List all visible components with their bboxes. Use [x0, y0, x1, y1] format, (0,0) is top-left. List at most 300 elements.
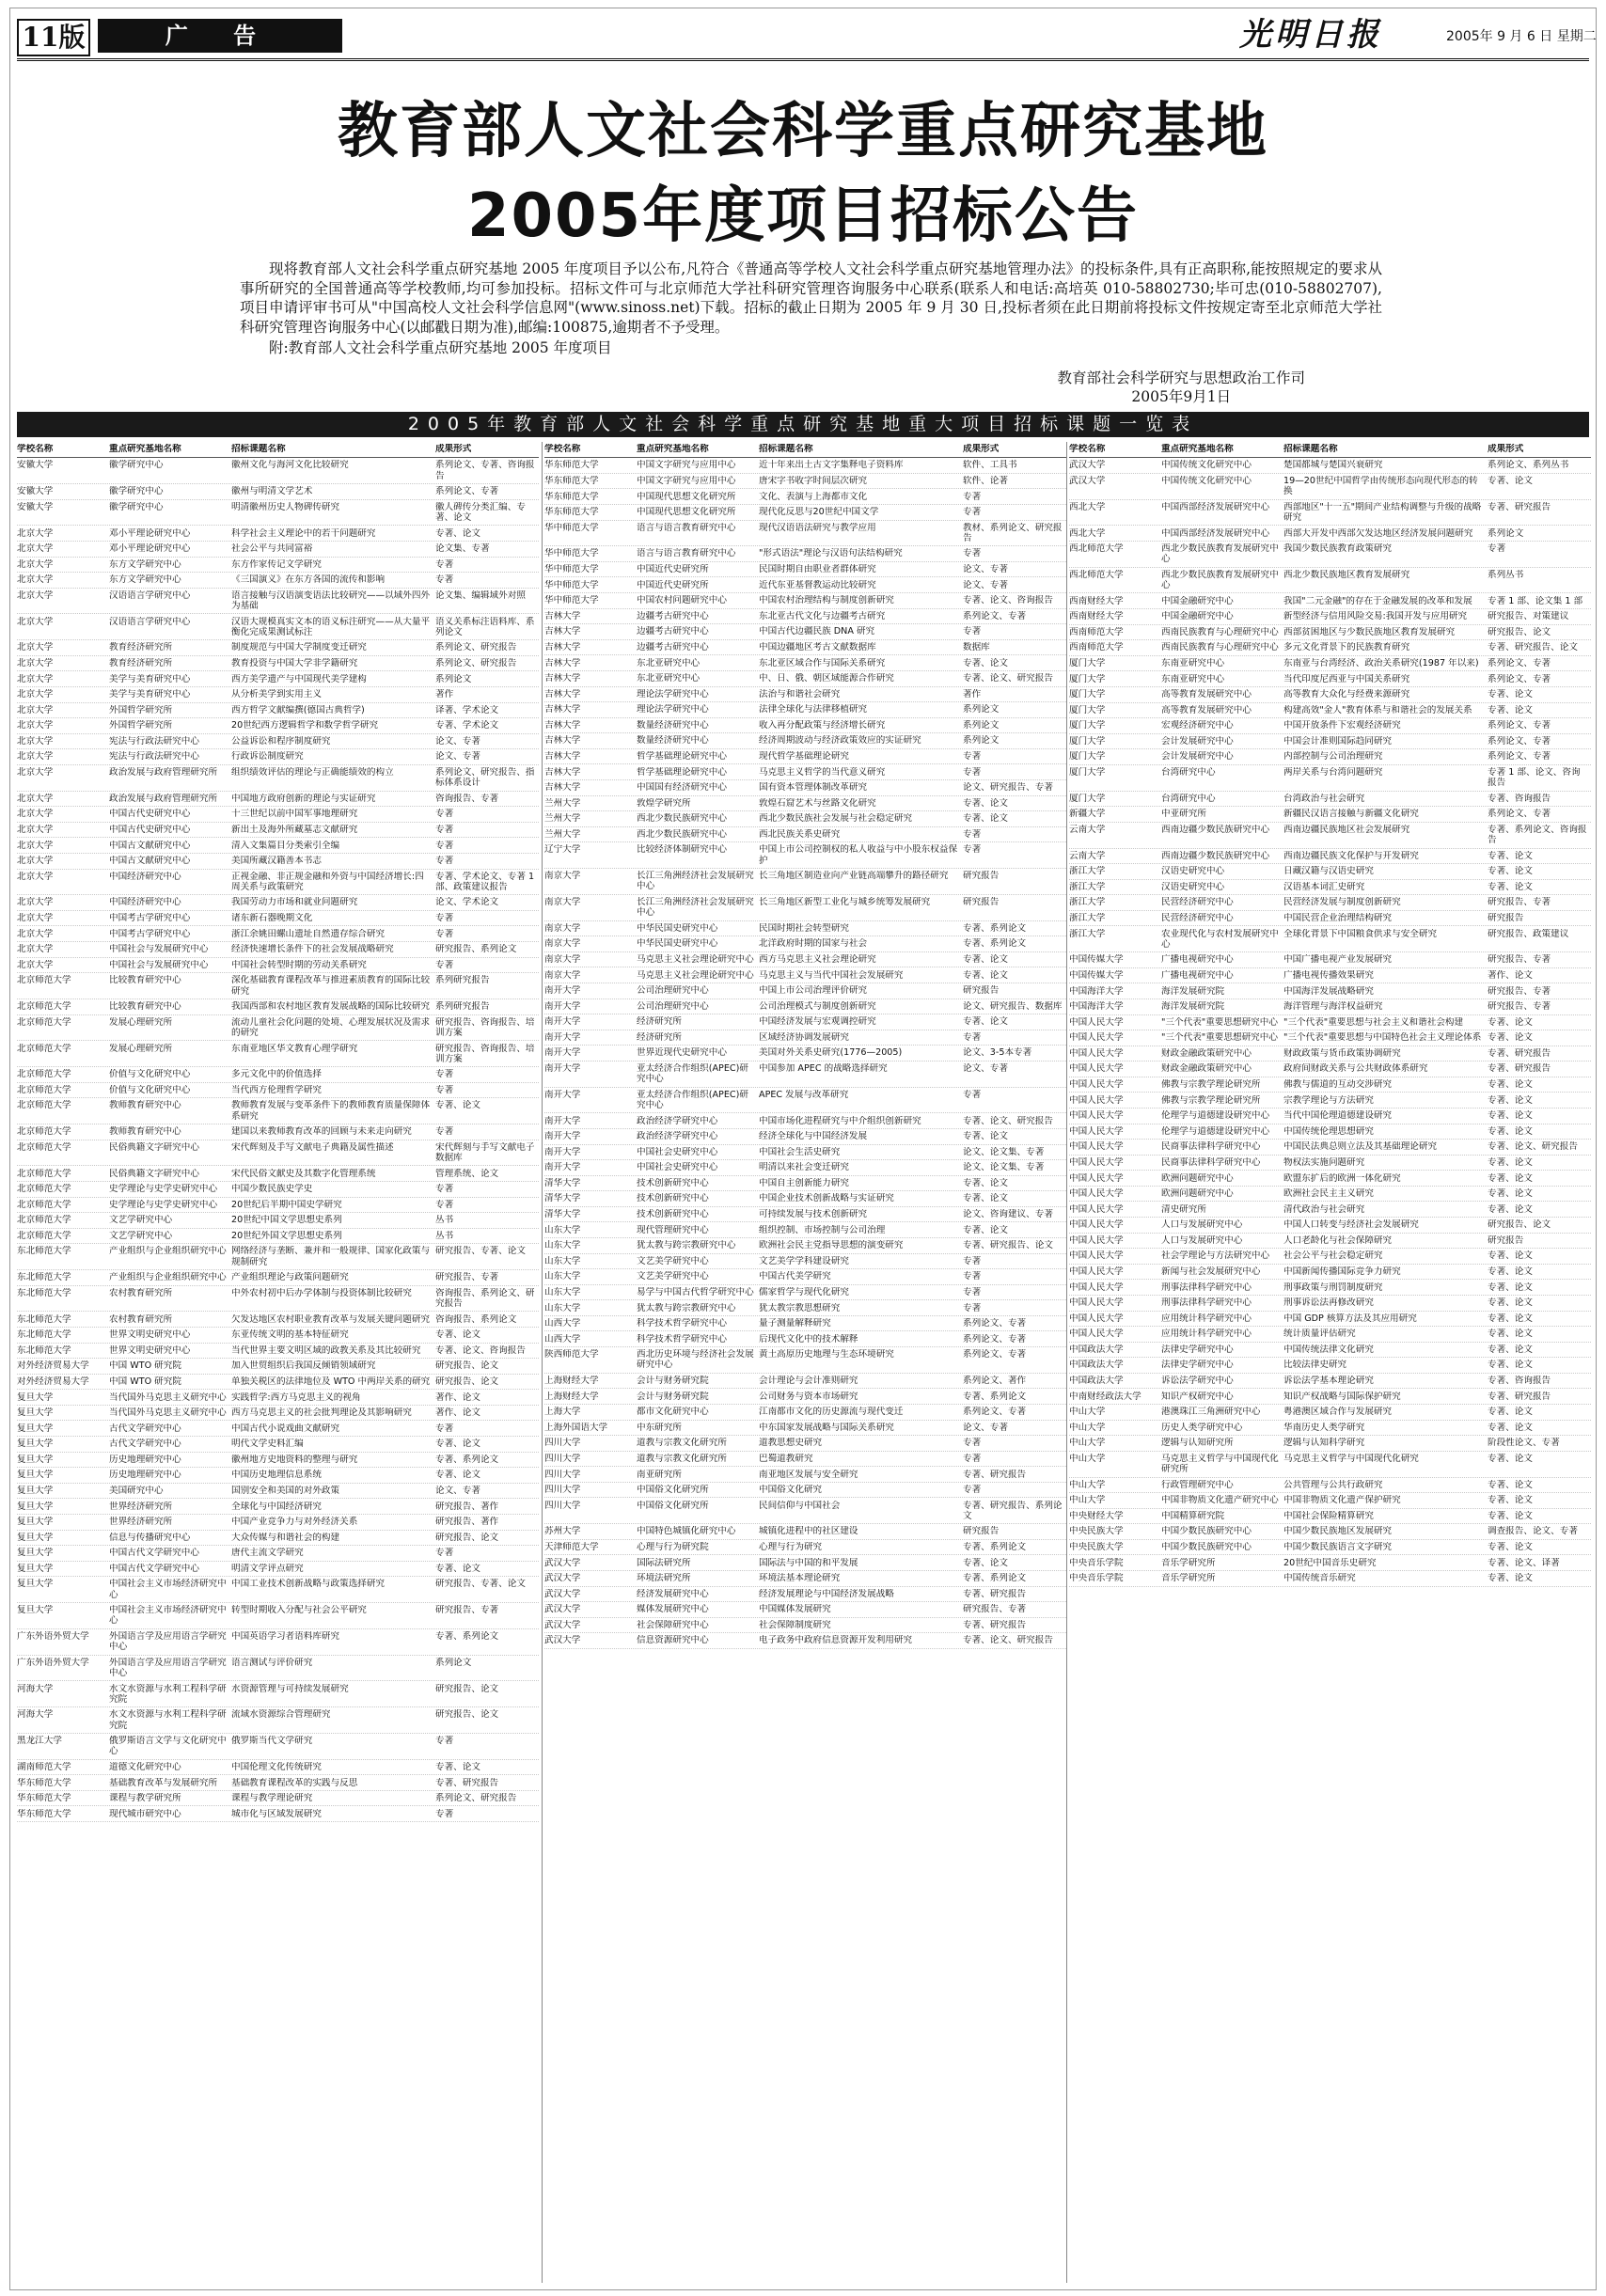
output-cell: 专著: [435, 558, 454, 570]
school-cell: 东北师范大学: [17, 1272, 71, 1283]
topic-cell: 中国古代边疆民族 DNA 研究: [759, 626, 875, 637]
school-cell: 北京大学: [17, 959, 54, 970]
topic-cell: 单独关税区的法律地位及 WTO 中两岸关系的研究: [231, 1376, 431, 1387]
school-cell: 东北师范大学: [17, 1246, 71, 1257]
school-cell: 中国人民大学: [1069, 1016, 1124, 1028]
table-row: [1069, 1493, 1591, 1509]
table-row: [544, 687, 1066, 703]
base-cell: 亚太经济合作组织(APEC)研究中心: [637, 1089, 748, 1110]
table-row: [544, 1062, 1066, 1088]
table-row: [544, 1467, 1066, 1483]
output-cell: 专著、论文: [1488, 1313, 1533, 1324]
base-cell: 亚太经济合作组织(APEC)研究中心: [637, 1063, 748, 1085]
table-header-row: [1069, 442, 1591, 458]
topic-cell: 建国以来教师教育改革的回顾与未来走向研究: [231, 1126, 412, 1138]
school-cell: 华中师范大学: [544, 548, 599, 559]
school-cell: 华中师范大学: [544, 595, 599, 606]
school-cell: 四川大学: [544, 1485, 581, 1496]
base-cell: 公司治理研究中心: [637, 1000, 709, 1012]
output-cell: 研究报告: [963, 1526, 1000, 1537]
base-cell: 应用统计科学研究中心: [1161, 1313, 1252, 1324]
base-cell: 汉语史研究中心: [1161, 881, 1225, 892]
topic-cell: 城市化与区域发展研究: [231, 1808, 322, 1819]
base-cell: 价值与文化研究中心: [109, 1069, 191, 1080]
school-cell: 南开大学: [544, 985, 581, 997]
base-cell: 科学技术哲学研究中心: [637, 1318, 727, 1329]
base-cell: 中国农村问题研究中心: [637, 595, 727, 606]
table-row: [544, 1088, 1066, 1114]
output-cell: 专著、研究报告、论文: [1488, 642, 1578, 653]
output-cell: 著作、论文: [435, 1407, 480, 1419]
output-cell: 专著: [963, 1453, 982, 1464]
table-row: [544, 624, 1066, 640]
table-row: [544, 1498, 1066, 1524]
base-cell: 水文水资源与水利工程科学研究院: [109, 1683, 227, 1705]
base-cell: 边疆考古研究中心: [637, 641, 709, 653]
topic-cell: 深化基础教育课程改革与推进素质教育的国际比较研究: [231, 975, 431, 997]
table-row: [544, 1046, 1066, 1062]
table-row: [17, 838, 539, 854]
output-cell: 专著: [963, 491, 982, 502]
table-row: [17, 1734, 539, 1760]
table-row: [17, 1344, 539, 1360]
school-cell: 中央财经大学: [1069, 1510, 1124, 1521]
topic-cell: 环境法基本理论研究: [759, 1573, 841, 1584]
topic-cell: 东亚传统文明的基本特征研究: [231, 1329, 349, 1341]
topic-cell: 江南都市文化的历史源流与现代变迁: [759, 1407, 904, 1418]
header-output: 成果形式: [1488, 444, 1524, 454]
topic-cell: 教师教育发展与变革条件下的教师教育质量保障体系研究: [231, 1100, 431, 1122]
school-cell: 上海大学: [544, 1407, 581, 1418]
output-cell: 专著: [435, 1069, 454, 1080]
school-cell: 山东大学: [544, 1240, 581, 1251]
table-row: [1069, 1555, 1591, 1571]
output-cell: 系列论文、专著: [1488, 735, 1551, 747]
base-cell: 道德文化研究中心: [109, 1761, 181, 1772]
base-cell: 中国传统文化研究中心: [1161, 475, 1252, 486]
school-cell: 华中师范大学: [544, 522, 599, 533]
school-cell: 吉林大学: [544, 626, 581, 637]
output-cell: 专著、论文: [1488, 1407, 1533, 1418]
topic-cell: 现代哲学基础理论研究: [759, 751, 849, 762]
topic-cell: 内部控制与公司治理研究: [1283, 751, 1383, 763]
base-cell: 教师教育研究中心: [109, 1126, 181, 1138]
school-cell: 中国人民大学: [1069, 1329, 1124, 1340]
base-cell: 应用统计科学研究中心: [1161, 1329, 1252, 1340]
topic-cell: "三个代表"重要思想与中国特色社会主义理论体系: [1283, 1032, 1482, 1044]
output-cell: 专著、论文: [963, 969, 1008, 981]
school-cell: 西南师范大学: [1069, 642, 1124, 653]
topic-cell: 海洋管理与海洋权益研究: [1283, 1001, 1383, 1013]
base-cell: 经济发展研究中心: [637, 1588, 709, 1599]
table-row: [17, 1328, 539, 1344]
school-cell: 西南财经大学: [1069, 611, 1124, 622]
school-cell: 兰州大学: [544, 813, 581, 825]
topic-cell: 中国英语学习者语料库研究: [231, 1631, 340, 1643]
base-cell: 音乐学研究所: [1161, 1557, 1216, 1568]
header-base: 重点研究基地名称: [1161, 444, 1234, 454]
topic-cell: 行政诉讼制度研究: [231, 751, 304, 763]
base-cell: 佛教与宗教学理论研究所: [1161, 1094, 1261, 1106]
table-row: [17, 792, 539, 808]
topic-cell: 流域水资源综合管理研究: [231, 1709, 331, 1721]
output-cell: 专著: [963, 766, 982, 778]
table-row: [17, 1124, 539, 1140]
school-cell: 吉林大学: [544, 735, 581, 747]
topic-cell: 转型时期收入分配与社会公平研究: [231, 1605, 367, 1616]
base-cell: 中国特色城镇化研究中心: [637, 1526, 736, 1537]
school-cell: 北京师范大学: [17, 1084, 71, 1095]
output-cell: 专著: [435, 856, 454, 867]
base-cell: 现代城市研究中心: [109, 1808, 181, 1819]
school-cell: 厦门大学: [1069, 689, 1106, 700]
base-cell: 美学与美育研究中心: [109, 673, 191, 684]
output-cell: 论文、论文集、专著: [963, 1146, 1045, 1157]
topic-cell: 民国时期社会转型研究: [759, 922, 849, 934]
output-cell: 研究报告、专著、论文: [435, 1579, 526, 1590]
school-cell: 复旦大学: [17, 1407, 54, 1419]
topic-cell: 民营经济发展与制度创新研究: [1283, 897, 1401, 908]
base-cell: 数量经济研究中心: [637, 719, 709, 731]
table-row: [1069, 1405, 1591, 1421]
issuer-name: 教育部社会科学研究与思想政治工作司: [1057, 370, 1305, 386]
base-cell: 伦理学与道德建设研究中心: [1161, 1125, 1270, 1137]
output-cell: 专著: [963, 1255, 982, 1266]
topic-cell: 中国传统法律文化研究: [1283, 1344, 1374, 1355]
header-topic: 招标课题名称: [1283, 444, 1338, 454]
table-header-row: [544, 442, 1066, 458]
topic-cell: "三个代表"重要思想与社会主义和谐社会构建: [1283, 1016, 1464, 1028]
topic-cell: 中国产业竞争力与对外经济关系: [231, 1517, 358, 1528]
output-cell: 专著: [435, 1184, 454, 1195]
table-row: [1069, 1436, 1591, 1452]
school-cell: 南开大学: [544, 1047, 581, 1059]
base-cell: 音乐学研究所: [1161, 1573, 1216, 1584]
school-cell: 中山大学: [1069, 1453, 1106, 1464]
output-cell: 系列论文: [963, 704, 1000, 716]
output-cell: 专著、研究报告、系列论文: [963, 1500, 1063, 1521]
school-cell: 西南财经大学: [1069, 595, 1124, 606]
output-cell: 宋代辉刻与手写文献电子数据库: [435, 1141, 535, 1164]
table-row: [17, 926, 539, 942]
table-row: [17, 589, 539, 615]
output-cell: 专著、论文: [435, 1329, 480, 1341]
table-row: [17, 807, 539, 823]
base-cell: 比较教育研究中心: [109, 1001, 181, 1013]
table-row: [544, 1207, 1066, 1223]
topic-cell: 徽州地方史地资料的整理与研究: [231, 1454, 358, 1465]
base-cell: 文艺美学研究中心: [637, 1271, 709, 1282]
topic-cell: 知识产权战略与国际保护研究: [1283, 1391, 1401, 1402]
base-cell: 东北亚研究中心: [637, 673, 701, 684]
output-cell: 专著、系列论文: [435, 1631, 499, 1643]
base-cell: 文艺学研究中心: [109, 1230, 173, 1241]
output-cell: 专著: [435, 824, 454, 835]
school-cell: 北京大学: [17, 751, 54, 763]
school-cell: 山西大学: [544, 1318, 581, 1329]
base-cell: 逻辑与认知研究所: [1161, 1438, 1234, 1449]
base-cell: 发展心理研究所: [109, 1016, 173, 1028]
output-cell: 专著、系列论文: [963, 1391, 1027, 1402]
base-cell: 刑事法律科学研究中心: [1161, 1282, 1252, 1293]
base-cell: 民营经济研究中心: [1161, 913, 1234, 924]
school-cell: 浙江大学: [1069, 897, 1106, 908]
output-cell: 专著: [1488, 543, 1506, 555]
base-cell: 中国近代史研究所: [637, 579, 709, 590]
topic-cell: 收入再分配政策与经济增长研究: [759, 719, 886, 731]
table-row: [544, 1555, 1066, 1571]
topic-cell: 基础教育课程改革的实践与反思: [231, 1777, 358, 1788]
base-cell: 中国 WTO 研究院: [109, 1376, 181, 1387]
topic-cell: 中、日、俄、朝区域能源合作研究: [759, 673, 894, 684]
base-cell: 东方文学研究中心: [109, 558, 181, 570]
output-cell: 专著、论文: [1488, 1016, 1533, 1028]
table-row: [17, 942, 539, 958]
header-base: 重点研究基地名称: [109, 444, 181, 454]
output-cell: 专著、咨询报告: [1488, 793, 1551, 804]
output-cell: 管理系统、论文: [435, 1168, 499, 1179]
topic-cell: 南亚地区发展与安全研究: [759, 1469, 858, 1480]
table-row: [544, 1524, 1066, 1540]
header-school: 学校名称: [1069, 444, 1106, 454]
base-cell: 当代国外马克思主义研究中心: [109, 1392, 227, 1403]
topic-cell: 社会保障制度研究: [759, 1619, 831, 1630]
school-cell: 北京大学: [17, 793, 54, 804]
topic-cell: 文化、表演与上海都市文化: [759, 491, 868, 502]
base-cell: 技术创新研究中心: [637, 1209, 709, 1220]
topic-cell: 中国自主创新能力研究: [759, 1177, 849, 1188]
topic-cell: 中国非物质文化遗产保护研究: [1283, 1495, 1401, 1506]
topic-cell: 中国民法典总则立法及其基础理论研究: [1283, 1141, 1438, 1153]
school-cell: 清华大学: [544, 1177, 581, 1188]
topic-cell: 我国西部和农村地区教育发展战略的国际比较研究: [231, 1001, 431, 1013]
school-cell: 中国人民大学: [1069, 1047, 1124, 1059]
school-cell: 北京大学: [17, 574, 54, 586]
base-cell: 中国古文献研究中心: [109, 856, 191, 867]
topic-cell: 粤港澳区域合作与发展研究: [1283, 1407, 1393, 1418]
base-cell: 产业组织与企业组织研究中心: [109, 1246, 227, 1257]
base-cell: 台湾研究中心: [1161, 767, 1216, 778]
output-cell: 系列研究报告: [435, 1001, 490, 1013]
table-row: [544, 1540, 1066, 1556]
topic-cell: "形式语法"理论与汉语句法结构研究: [759, 548, 903, 559]
topic-cell: 当代印度尼西亚与中国关系研究: [1283, 673, 1410, 684]
topic-cell: 语言测试与评价研究: [231, 1657, 313, 1668]
base-cell: 中国文字研究与应用中心: [637, 460, 736, 471]
table-row: [17, 614, 539, 640]
school-cell: 中国传媒大学: [1069, 970, 1124, 981]
output-cell: 专著、论文: [963, 1193, 1008, 1204]
table-row: [1069, 792, 1591, 808]
table-row: [17, 526, 539, 542]
output-cell: 专著、论文: [435, 1100, 480, 1111]
school-cell: 北京大学: [17, 689, 54, 700]
table-row: [17, 1499, 539, 1515]
base-cell: 伦理学与道德建设研究中心: [1161, 1110, 1270, 1122]
output-cell: 专著、论文: [1488, 1032, 1533, 1044]
base-cell: 宪法与行政法研究中心: [109, 751, 199, 763]
output-cell: 专著、系列论文、咨询报告: [1488, 824, 1587, 846]
output-cell: 专著 1 部、论文、咨询报告: [1488, 767, 1581, 789]
table-row: [17, 1312, 539, 1328]
table-row: [17, 1244, 539, 1270]
base-cell: 新闻与社会发展研究中心: [1161, 1266, 1261, 1277]
school-cell: 南京大学: [544, 938, 581, 950]
table-row: [1069, 807, 1591, 823]
school-cell: 吉林大学: [544, 719, 581, 731]
school-cell: 浙江大学: [1069, 866, 1106, 877]
output-cell: 专著、论文: [1488, 866, 1533, 877]
table-row: [544, 999, 1066, 1015]
base-cell: 高等教育发展研究中心: [1161, 704, 1252, 716]
issue-date: 2005年 9 月 6 日 星期二: [1446, 29, 1597, 44]
school-cell: 中山大学: [1069, 1407, 1106, 1418]
table-row: [1069, 687, 1591, 703]
output-cell: 专著、研究报告: [1488, 1063, 1551, 1075]
output-cell: 专著、论文: [435, 1761, 480, 1772]
base-cell: 农村教育研究所: [109, 1313, 173, 1325]
table-row: [544, 1587, 1066, 1603]
school-cell: 北京师范大学: [17, 1043, 71, 1054]
school-cell: 北京大学: [17, 809, 54, 820]
topic-cell: 犹太教宗教思想研究: [759, 1302, 841, 1313]
base-cell: 港澳珠江三角洲研究中心: [1161, 1407, 1261, 1418]
school-cell: 复旦大学: [17, 1605, 54, 1616]
table-row: [1069, 1046, 1591, 1062]
topic-cell: 楚国都城与楚国兴衰研究: [1283, 460, 1383, 471]
output-cell: 阶段性论文、专著: [1488, 1438, 1560, 1449]
output-cell: 论文集、专著: [435, 543, 490, 555]
school-cell: 北京师范大学: [17, 1126, 71, 1138]
output-cell: 专著: [963, 1286, 982, 1297]
output-cell: 专著: [963, 1438, 982, 1449]
school-cell: 南开大学: [544, 1031, 581, 1043]
base-cell: 数量经济研究中心: [637, 735, 709, 747]
output-cell: 专著、系列论文: [963, 1573, 1027, 1584]
base-cell: 信息与传播研究中心: [109, 1532, 191, 1543]
school-cell: 北京师范大学: [17, 1230, 71, 1241]
school-cell: 中国人民大学: [1069, 1094, 1124, 1106]
table-row: [17, 1603, 539, 1629]
output-cell: 教材、系列论文、研究报告: [963, 522, 1063, 543]
school-cell: 辽宁大学: [544, 844, 581, 856]
table-row: [1069, 1296, 1591, 1312]
topic-cell: 民国时期自由职业者群体研究: [759, 564, 876, 575]
output-cell: 专著、论文: [963, 953, 1008, 965]
table-row: [544, 1254, 1066, 1270]
school-cell: 武汉大学: [544, 1604, 581, 1615]
table-row: [17, 718, 539, 734]
output-cell: 专著、研究报告: [963, 1469, 1027, 1480]
topic-cell: 我国少数民族教育政策研究: [1283, 543, 1393, 555]
topic-cell: 全球化背景下中国粮食供求与安全研究: [1283, 928, 1438, 939]
base-cell: 农村教育研究所: [109, 1287, 173, 1298]
table-row: [1069, 1249, 1591, 1265]
base-cell: 信息资源研究中心: [637, 1635, 709, 1646]
output-cell: 论文、咨询建议、专著: [963, 1209, 1053, 1220]
output-cell: 专著: [435, 959, 454, 970]
school-cell: 对外经济贸易大学: [17, 1360, 89, 1372]
output-cell: 专著、论文: [1488, 1156, 1533, 1168]
base-cell: 教育经济研究所: [109, 642, 173, 653]
output-cell: 专著: [435, 809, 454, 820]
table-row: [544, 702, 1066, 718]
school-cell: 安徽大学: [17, 486, 54, 497]
output-cell: 专著、论文: [1488, 1542, 1533, 1553]
school-cell: 北京大学: [17, 673, 54, 684]
table-row: [544, 1145, 1066, 1161]
table-row: [1069, 458, 1591, 474]
school-cell: 北京大学: [17, 704, 54, 716]
topic-cell: 欧洲社会民主主义研究: [1283, 1188, 1374, 1200]
output-cell: 研究报告、论文: [1488, 626, 1551, 637]
topic-cell: 汉语大规模真实文本的语义标注研究——从大量平衡化完成果测试标注: [231, 616, 431, 637]
table-row: [17, 1286, 539, 1313]
table-row: [544, 521, 1066, 547]
table-header-row: [17, 442, 539, 458]
school-cell: 南开大学: [544, 1115, 581, 1126]
announcement-body: [240, 259, 1382, 358]
base-cell: 汉语史研究中心: [1161, 866, 1225, 877]
table-row: [544, 749, 1066, 765]
table-row: [1069, 864, 1591, 880]
school-cell: 山东大学: [544, 1271, 581, 1282]
topic-cell: 近十年来出土古文字集释电子资料库: [759, 460, 904, 471]
output-cell: 专著、论文: [1488, 881, 1533, 892]
output-cell: 系列论文: [1488, 527, 1524, 539]
table-row: [17, 500, 539, 527]
school-cell: 北京大学: [17, 913, 54, 924]
school-cell: 中国人民大学: [1069, 1156, 1124, 1168]
output-cell: 专著、论文: [435, 527, 480, 539]
school-cell: 武汉大学: [544, 1557, 581, 1568]
table-row: [17, 558, 539, 574]
table-row: [17, 1531, 539, 1547]
table-row: [17, 1791, 539, 1807]
table-row: [17, 1760, 539, 1776]
output-cell: 系列论文、著作: [963, 1376, 1027, 1387]
table-row: [17, 1098, 539, 1124]
school-cell: 中国人民大学: [1069, 1313, 1124, 1324]
table-row: [1069, 1234, 1591, 1250]
base-cell: 中华民国史研究中心: [637, 922, 718, 934]
topic-cell: 佛教与儒道的互动交涉研究: [1283, 1079, 1393, 1091]
school-cell: 上海外国语大学: [544, 1422, 608, 1433]
output-cell: 专著: [963, 1089, 982, 1100]
school-cell: 复旦大学: [17, 1470, 54, 1481]
output-cell: 专著、系列论文: [963, 938, 1027, 950]
topic-cell: 欠发达地区农村职业教育改革与发展关键问题研究: [231, 1313, 431, 1325]
output-cell: 专著: [963, 844, 982, 856]
school-cell: 复旦大学: [17, 1517, 54, 1528]
output-cell: 软件、论著: [963, 475, 1008, 486]
topic-cell: 中国古代小说戏曲文献研究: [231, 1423, 340, 1434]
topic-cell: 敦煌石窟艺术与丝路文化研究: [759, 797, 876, 809]
topic-cell: 浙江余姚田螺山遗址自然遗存综合研究: [231, 928, 386, 939]
output-cell: 专著、论文: [1488, 1422, 1533, 1433]
base-cell: 法律史学研究中心: [1161, 1344, 1234, 1355]
base-cell: 知识产权研究中心: [1161, 1391, 1234, 1402]
table-row: [1069, 703, 1591, 719]
base-cell: 课程与教学研究所: [109, 1793, 181, 1804]
output-cell: 专著: [963, 1271, 982, 1282]
topic-cell: 课程与教学理论研究: [231, 1793, 313, 1804]
school-cell: 四川大学: [544, 1500, 581, 1511]
table-row: [1069, 1312, 1591, 1328]
base-cell: 中国古文献研究中心: [109, 840, 191, 851]
topic-cell: 徽州文化与海河文化比较研究: [231, 460, 349, 471]
school-cell: 东北师范大学: [17, 1329, 71, 1341]
